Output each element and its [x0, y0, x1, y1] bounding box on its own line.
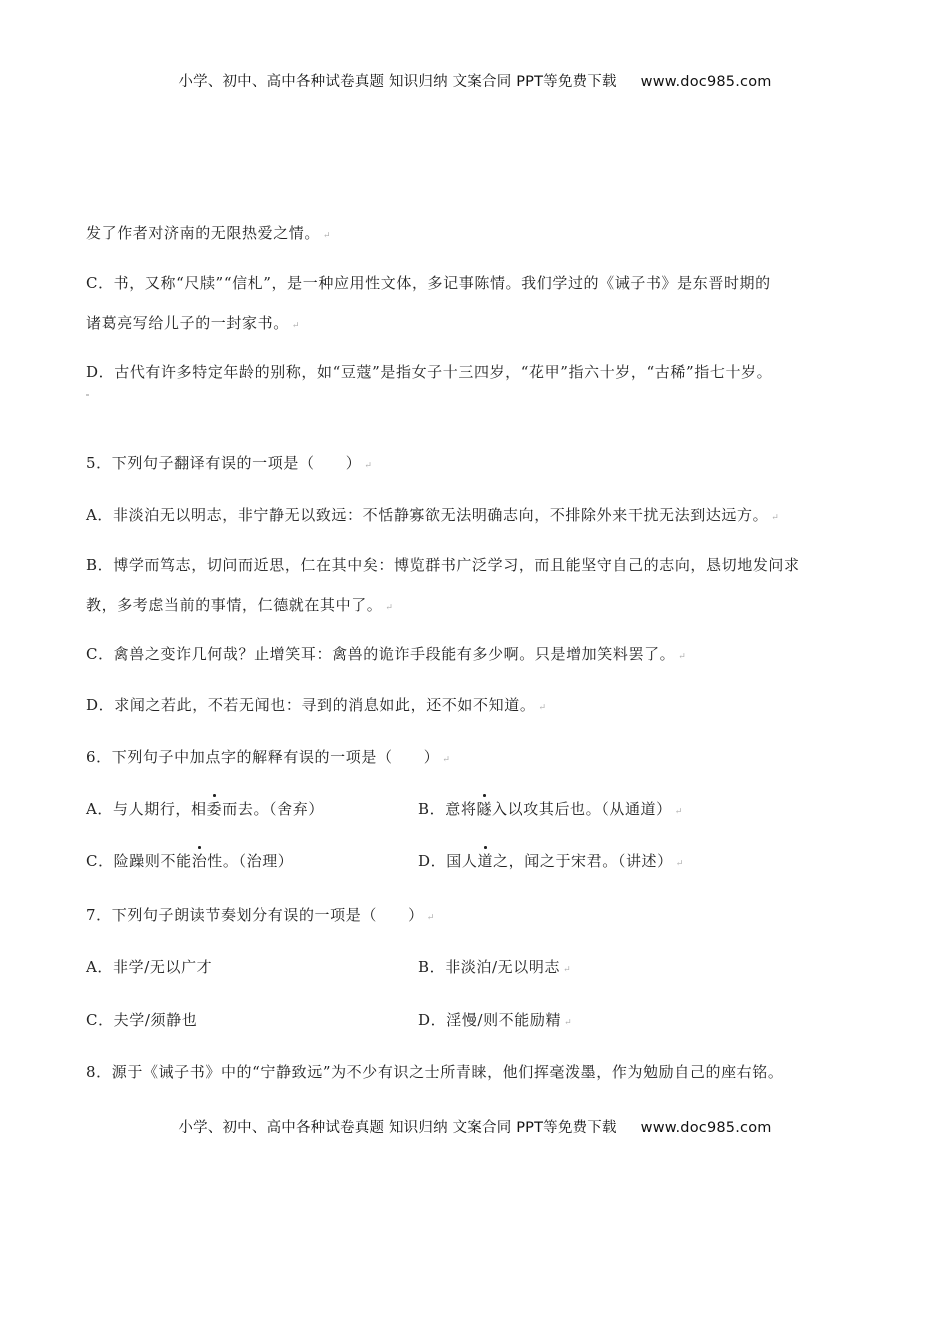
q5-option-c: [86, 643, 686, 664]
paragraph-mark-icon: ↵: [426, 913, 435, 923]
paragraph-mark-icon: ↵: [563, 965, 572, 975]
q5-option-a: [86, 504, 779, 525]
paragraph-mark-icon: ↵: [364, 461, 373, 471]
text: 7．下列句子朗读节奏划分有误的一项是（ ）: [86, 906, 424, 924]
q5-option-b-line1: [86, 554, 800, 575]
text: D．国人: [418, 852, 478, 870]
text: A．非学/无以广才: [86, 958, 213, 976]
paragraph-mark-icon: ↵: [678, 652, 687, 662]
text: 6．下列句子中加点字的解释有误的一项是（ ）: [86, 748, 440, 766]
q5-stem: [86, 452, 373, 473]
text: D．古代有许多特定年龄的别称，如“豆蔻”是指女子十三四岁，“花甲”指六十岁，“古稀”指七十岁。: [86, 363, 773, 381]
text: A．非淡泊无以明志，非宁静无以致远：不恬静寡欲无法明确志向，不排除外来干扰无法到达远方。: [86, 506, 769, 524]
paragraph-mark-icon: ↵: [291, 321, 300, 331]
paragraph-mark-icon: ↵: [323, 231, 332, 241]
q4-option-c-line2: [86, 312, 300, 333]
footer-banner: [0, 1116, 950, 1137]
emphasis-dot-char: 隧: [476, 800, 493, 818]
header-banner: [0, 70, 950, 91]
emphasis-dot-char: 道: [477, 852, 494, 870]
footer-banner-url[interactable]: www.doc985.com: [640, 1120, 772, 1136]
text: C．书，又称“尺牍”“信札”，是一种应用性文体，多记事陈情。我们学过的《诫子书》是东晋时期的: [86, 274, 771, 292]
text: B．博学而笃志，切问而近思，仁在其中矣：博览群书广泛学习，而且能坚守自己的志向，恳切地发问求: [86, 556, 800, 574]
text: B．意将: [418, 800, 477, 818]
q7-stem: [86, 904, 435, 925]
text: B．非淡泊/无以明志: [418, 958, 561, 976]
text: C．禽兽之变诈几何哉？止增笑耳：禽兽的诡诈手段能有多少啊。只是增加笑料罢了。: [86, 645, 676, 663]
text: 入以攻其后也。（从通道）: [492, 800, 672, 818]
text: 发了作者对济南的无限热爱之情。: [86, 224, 321, 242]
q5-option-d: [86, 694, 547, 715]
paragraph-mark-icon: ↵: [442, 755, 451, 765]
paragraph-mark-icon: ↵: [385, 603, 394, 613]
q6-stem: [86, 746, 451, 767]
emphasis-dot-char: 委: [206, 800, 223, 818]
q7-option-a: [86, 956, 212, 977]
footer-banner-text: 小学、初中、高中各种试卷真题 知识归纳 文案合同 PPT等免费下载: [178, 1120, 617, 1136]
q4-option-c-line1: [86, 272, 771, 293]
q8-stem: [86, 1061, 784, 1082]
text: 而去。（舍弃）: [222, 800, 324, 818]
q4-option-d: [86, 361, 772, 382]
header-banner-url[interactable]: www.doc985.com: [640, 74, 772, 90]
paragraph-mark-icon: ↵: [564, 1018, 573, 1028]
q7-option-d: [418, 1009, 572, 1030]
q6-option-c: [86, 850, 293, 871]
text: A．与人期行，相: [86, 800, 207, 818]
text: D．求闻之若此，不若无闻也：寻到的消息如此，还不如不知道。: [86, 696, 536, 714]
q7-option-b: [418, 956, 571, 977]
header-banner-text: 小学、初中、高中各种试卷真题 知识归纳 文案合同 PPT等免费下载: [178, 74, 617, 90]
text: C．夫学/须静也: [86, 1011, 198, 1029]
q6-option-d: [418, 850, 684, 871]
q7-option-c: [86, 1009, 197, 1030]
text: 性。（治理）: [207, 852, 294, 870]
text: 8．源于《诫子书》中的“宁静致远”为不少有识之士所青睐，他们挥毫泼墨，作为勉励自己的座右铭。: [86, 1063, 784, 1081]
text: D．淫慢/则不能励精: [418, 1011, 562, 1029]
text: 教，多考虑当前的事情，仁德就在其中了。: [86, 596, 383, 614]
paragraph-mark-icon: [86, 394, 89, 396]
text: 诸葛亮写给儿子的一封家书。: [86, 314, 289, 332]
q6-option-a: [86, 798, 324, 819]
paragraph-mark-icon: ↵: [538, 703, 547, 713]
paragraph-mark-icon: ↵: [675, 859, 684, 869]
paragraph-mark-icon: ↵: [674, 807, 683, 817]
q4-continuation: [86, 222, 331, 243]
emphasis-dot-char: 治: [191, 852, 208, 870]
text: 5．下列句子翻译有误的一项是（ ）: [86, 454, 362, 472]
q6-option-b: [418, 798, 683, 819]
text: 之，闻之于宋君。（讲述）: [493, 852, 673, 870]
paragraph-mark-icon: ↵: [771, 513, 780, 523]
text: C．险躁则不能: [86, 852, 192, 870]
q5-option-b-line2: [86, 594, 394, 615]
